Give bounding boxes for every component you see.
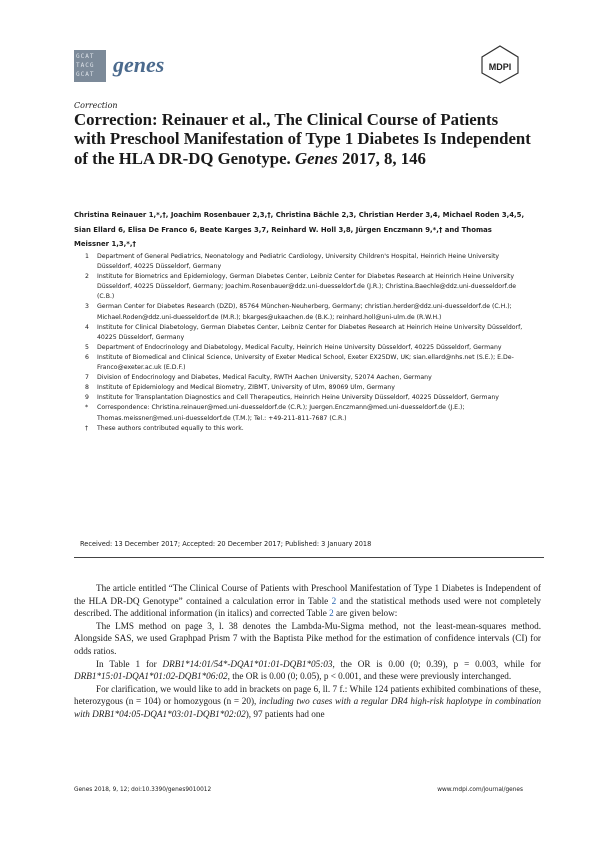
footer-citation: Genes 2018, 9, 12; doi:10.3390/genes9010012 xyxy=(74,787,212,793)
author: Christina Bächle 2,3 xyxy=(275,211,354,219)
mdpi-logo-text: MDPI xyxy=(488,62,512,72)
author: Joachim Rosenbauer 2,3,† xyxy=(170,211,271,219)
author: Elisa De Franco 6 xyxy=(127,225,195,234)
author: Sian Ellard 6 xyxy=(74,225,123,234)
affiliation-item: 4 Institute for Clinical Diabetology, German Diabetes Center, Leibniz Center for Diabetes Research at Heinrich Heine University Düsseldorf, 40225 Düsseldorf, Germany xyxy=(85,323,523,341)
author: Christian Herder 3,4 xyxy=(358,211,438,219)
affiliation-item: 9 Institute for Transplantation Diagnostics and Cell Therapeutics, Heinrich Heine University Düsseldorf, 40225 Düsseldorf, Germany xyxy=(85,394,499,402)
affiliation-item: 6 Institute of Biomedical and Clinical Science, University of Exeter Medical School, Exeter EX25DW, UK; sian.ellard@nhs.net (S.E.); E.De-Franco@exeter.ac.uk (E.D.F.) xyxy=(85,353,514,372)
author: Reinhard W. Holl 3,8 xyxy=(271,225,351,234)
logo-tile-line: GCAT xyxy=(76,71,95,78)
section-divider xyxy=(74,557,544,558)
journal-name: genes xyxy=(113,52,165,77)
title-citation: 2017, 8, 146 xyxy=(337,148,426,168)
title-main: Correction: Reinauer et al., The Clinical Course of Patients with Preschool Manifestation of Type 1 Diabetes Is Independent of the HLA DR-DQ Genotype. xyxy=(74,110,531,168)
affiliation-item: 7 Division of Endocrinology and Diabetes, Medical Faculty, RWTH Aachen University, 52074 Aachen, Germany xyxy=(85,374,432,382)
correspondence: * Correspondence: Christina.reinauer@med.uni-duesseldorf.de (C.R.); Juergen.Enczmann@med.uni-duesseldorf.de (J.E.); Thomas.meissner@med.uni-duesseldorf.de (T.M.); Tel.: +49-211-811-7687 (C.R.) xyxy=(85,404,465,422)
footer-journal-url[interactable]: www.mdpi.com/journal/genes xyxy=(437,787,523,793)
author: Jürgen Enczmann 9,*,† xyxy=(355,225,443,234)
article-type: Correction xyxy=(74,101,118,110)
affiliation-item: 3 German Center for Diabetes Research (DZD), 85764 München-Neuherberg, Germany; christian.herder@ddz.uni-duesseldorf.de (C.H.); Michael.Roden@ddz.uni-duesseldorf.de (M.R.); bkarges@ukaachen.de (B.K.); reinhard.holl@uni-ulm.de (R.W.H.) xyxy=(85,303,512,321)
table-2-link[interactable]: 2 xyxy=(331,595,337,606)
affiliation-item: 1 Department of General Pediatrics, Neonatology and Pediatric Cardiology, University Children's Hospital, Heinrich Heine University Düsseldorf, 40225 Düsseldorf, Germany xyxy=(85,253,500,271)
body-paragraph: For clarification, we would like to add in brackets on page 6, ll. 7 f.: While 124 patients exhibited combinations of these, heterozygous (n = 104) or homozygous (n = 20), including two cases with a regular DR4 high-risk haplotype in combination with DRB1*04:05-DQA1*03:01-DQB1*02:02), 97 patients had one xyxy=(74,683,541,719)
body-paragraph: In Table 1 for DRB1*14:01/54*-DQA1*01:01-DQB1*05:03, the OR is 0.00 (0; 0.39), p = 0.003, while for DRB1*15:01-DQA1*01:02-DQB1*06:02, the OR is 0.00 (0; 0.05), p < 0.001, and these were previously interchanged. xyxy=(74,658,541,682)
affiliation-item: 5 Department of Endocrinology and Diabetology, Medical Faculty, Heinrich Heine University Düsseldorf, 40225 Düsseldorf, Germany xyxy=(85,343,502,351)
equal-contribution-note: † These authors contributed equally to this work. xyxy=(85,424,244,432)
affiliation-item: 2 Institute for Biometrics and Epidemiology, German Diabetes Center, Leibniz Center for Diabetes Research at Heinrich Heine University Düsseldorf, 40225 Düsseldorf, Germany; Joachim.Rosenbauer@ddz.uni-duesseldorf.de (J.R.); Christina.Baechle@ddz.uni-duesseldorf.de (C.B.) xyxy=(85,273,517,301)
body-paragraph: The article entitled “The Clinical Course of Patients with Preschool Manifestation of Type 1 Diabetes is Independent of the HLA DR-DQ Genotype” contained a calculation error in Table 2 and the statistical methods used were not completely described. The additional information (in italics) and corrected Table 2 are given below: xyxy=(74,583,541,619)
journal-logo-tile xyxy=(74,50,106,82)
article-title xyxy=(74,110,534,168)
table-2-link[interactable]: 2 xyxy=(329,608,334,619)
author: Christina Reinauer 1,*,† xyxy=(74,211,166,219)
affiliation-item: 8 Institute of Epidemiology and Medical Biometry, ZIBMT, University of Ulm, 89069 Ulm, Germany xyxy=(85,384,395,392)
body-paragraph: The LMS method on page 3, l. 38 denotes the Lambda-Mu-Sigma method, not the least-mean-squares method. Alongside SAS, we used Graphpad Prism 7 with the Baptista Pike method for the estimation of confidence intervals (CI) for odds ratios. xyxy=(74,620,541,656)
publication-dates: Received: 13 December 2017; Accepted: 20 December 2017; Published: 3 January 2018 xyxy=(80,540,372,548)
article-body xyxy=(74,582,541,721)
author: Beate Karges 3,7 xyxy=(199,225,267,234)
title-journal: Genes xyxy=(294,148,338,168)
author: Thomas Meissner 1,3,*,† xyxy=(74,225,492,249)
logo-tile-line: TACG xyxy=(76,62,95,69)
logo-tile-line: GCAT xyxy=(76,53,95,60)
affiliations xyxy=(85,252,533,434)
mdpi-logo xyxy=(479,44,521,84)
author: Michael Roden 3,4,5 xyxy=(442,211,522,219)
author-list: Christina Reinauer 1,*,†, Joachim Rosenbauer 2,3,†, Christina Bächle 2,3, Christian Herder 3,4, Michael Roden 3,4,5, Sian Ellard 6, Elisa De Franco 6, Beate Karges 3,7, Reinhard W. Holl 3,8, Jürgen Enczmann 9,*,† and Thomas Meissner 1,3,*,† xyxy=(74,211,525,249)
